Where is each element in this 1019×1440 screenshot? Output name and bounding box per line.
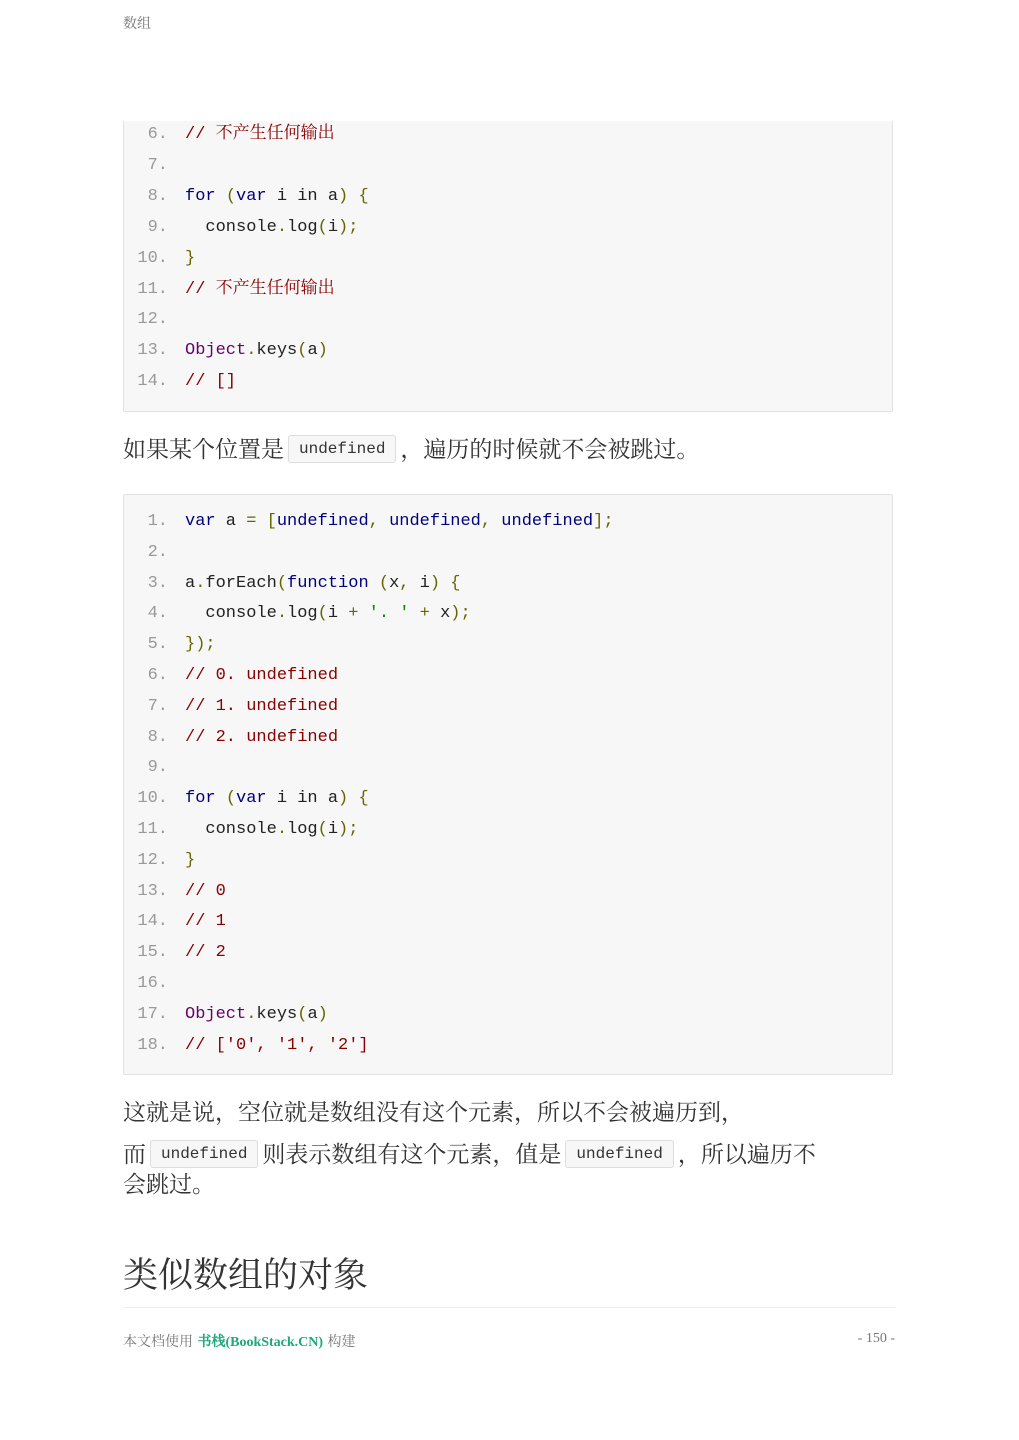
code-token: a — [185, 573, 196, 593]
line-number: 12. — [137, 310, 168, 330]
code-block-2-line — [124, 787, 892, 811]
paragraph-2-line2-mid: 则表示数组有这个元素，值是 — [262, 1142, 562, 1168]
code-token: keys — [256, 341, 298, 361]
code-token: i in a — [266, 186, 339, 206]
code-text — [185, 787, 369, 811]
code-token: + — [348, 604, 359, 624]
code-text — [185, 910, 226, 934]
paragraph-2-line2 — [123, 1134, 895, 1176]
code-token — [440, 574, 450, 593]
code-text — [185, 726, 338, 750]
code-block-2-line — [124, 849, 892, 873]
code-token: a — [215, 512, 247, 531]
code-token: i — [327, 604, 349, 624]
code-token: ( — [317, 604, 328, 624]
code-block-2-line — [124, 695, 892, 719]
code-block-1-line — [124, 216, 892, 240]
line-number: 15. — [137, 943, 168, 963]
code-token: ); — [450, 604, 471, 624]
code-token: ( — [297, 341, 308, 361]
code-token: ) — [338, 789, 349, 809]
code-block-2-line — [124, 726, 892, 750]
code-token: for — [185, 186, 216, 206]
paragraph-1-after: ，遍历的时候就不会被跳过。 — [400, 437, 700, 463]
line-number: 6. — [147, 666, 168, 685]
code-token — [216, 789, 226, 808]
footer-brand-link[interactable]: 书栈(BookStack.CN) — [197, 1335, 324, 1350]
paragraph-1 — [123, 429, 895, 471]
code-token — [379, 512, 389, 531]
line-number: 9. — [147, 217, 168, 237]
code-token: console — [185, 217, 277, 237]
code-token: ) — [317, 1004, 328, 1024]
code-text — [185, 633, 216, 657]
code-token: console — [185, 820, 277, 839]
code-token — [348, 789, 358, 808]
code-token: // ['0', '1', '2'] — [185, 1035, 369, 1055]
code-token: ); — [338, 217, 359, 237]
code-token: function — [287, 573, 369, 593]
code-token: console — [185, 604, 277, 624]
code-token — [358, 604, 368, 623]
line-number: 11. — [137, 279, 168, 299]
code-token: a — [307, 341, 318, 361]
code-block-2-line — [124, 664, 892, 688]
code-block-2-line — [124, 572, 892, 596]
line-number: 17. — [137, 1004, 168, 1024]
line-number: 14. — [137, 372, 168, 392]
code-block-1-line — [124, 339, 892, 363]
paragraph-2 — [123, 1092, 895, 1206]
code-block-1-line — [124, 185, 892, 209]
code-text — [185, 123, 335, 147]
code-token: { — [358, 186, 369, 206]
line-number: 8. — [147, 727, 168, 747]
code-token: i — [409, 573, 430, 593]
line-number: 2. — [147, 542, 168, 562]
section-title: 类似数组的对象 — [123, 1256, 369, 1296]
code-token: for — [185, 789, 216, 809]
line-number: 16. — [137, 974, 168, 993]
code-token: // 2. undefined — [185, 727, 339, 747]
code-token — [256, 512, 266, 531]
footer-prefix: 本文档使用 — [123, 1334, 193, 1350]
code-token: }); — [185, 635, 216, 655]
code-block-2-line — [124, 880, 892, 904]
code-text — [185, 510, 614, 534]
line-number: 10. — [137, 789, 168, 809]
code-token — [491, 512, 501, 531]
code-token: . — [195, 573, 206, 593]
code-token: var — [236, 186, 267, 206]
code-token: log — [287, 604, 318, 624]
code-text — [185, 572, 460, 596]
code-token: , — [368, 512, 379, 531]
code-text — [185, 278, 335, 302]
inline-code-undefined-a: undefined — [150, 1140, 258, 1168]
code-token: x — [389, 573, 400, 593]
code-token — [369, 574, 379, 593]
code-block-1-line — [124, 370, 892, 394]
code-token: a — [307, 1004, 318, 1024]
code-token: x — [429, 604, 451, 624]
code-token: ) — [338, 186, 349, 206]
code-block-2-line — [124, 541, 892, 565]
code-token: ) — [429, 573, 441, 593]
code-block-2-line — [124, 818, 892, 842]
code-token: keys — [256, 1004, 298, 1024]
inline-code-undefined-b: undefined — [565, 1140, 673, 1168]
code-token — [216, 187, 226, 206]
line-number: 13. — [137, 881, 168, 901]
code-token: log — [287, 217, 318, 237]
code-block-1-line — [124, 308, 892, 332]
code-block-2-line — [124, 910, 892, 934]
line-number: 13. — [137, 341, 168, 361]
code-token: } — [185, 850, 196, 870]
code-token: Object — [185, 341, 247, 361]
code-block-2 — [123, 494, 893, 1075]
code-text — [185, 941, 226, 965]
line-number: 7. — [147, 155, 168, 175]
code-text — [185, 185, 369, 209]
code-token: [ — [266, 512, 277, 531]
code-token: ( — [276, 573, 288, 593]
code-block-2-line — [124, 972, 892, 996]
code-text — [185, 370, 236, 394]
code-token: ]; — [593, 512, 614, 531]
code-token: . — [246, 1004, 257, 1024]
line-number: 6. — [147, 125, 168, 144]
code-token: ( — [225, 789, 237, 809]
code-text — [185, 339, 328, 363]
code-token: . — [276, 217, 288, 237]
code-text — [185, 247, 195, 271]
code-text — [185, 849, 195, 873]
code-token: // 0 — [185, 881, 226, 901]
line-number: 5. — [147, 635, 168, 655]
code-token: // 1. undefined — [185, 696, 339, 716]
code-text — [185, 695, 338, 719]
code-token: undefined — [501, 512, 594, 531]
line-number: 10. — [137, 248, 168, 268]
code-token: . — [276, 820, 288, 839]
code-block-2-line — [124, 602, 892, 626]
footer-suffix: 构建 — [327, 1334, 356, 1350]
code-token: + — [419, 604, 430, 624]
code-token: undefined — [389, 512, 481, 531]
code-block-2-line — [124, 633, 892, 657]
code-block-2-line — [124, 510, 892, 534]
code-token: Object — [185, 1004, 247, 1024]
code-block-2-line — [124, 1003, 892, 1027]
code-text — [185, 1003, 328, 1027]
line-number: 11. — [137, 820, 168, 839]
code-block-1-line — [124, 123, 892, 147]
code-token: i — [327, 217, 339, 237]
line-number: 12. — [137, 850, 168, 870]
code-token: { — [450, 573, 461, 593]
code-token: // 1 — [185, 912, 226, 932]
code-text — [185, 880, 226, 904]
code-token: log — [287, 820, 318, 839]
line-number: 7. — [147, 696, 168, 716]
code-token: '. ' — [368, 604, 410, 624]
code-text — [185, 216, 358, 240]
code-text — [185, 664, 338, 688]
code-token: // [] — [185, 372, 237, 392]
line-number: 8. — [147, 186, 168, 206]
code-token: // 2 — [185, 943, 226, 963]
line-number: 9. — [147, 758, 168, 778]
code-token: } — [185, 248, 196, 268]
code-token: var — [236, 789, 267, 809]
code-block-2-line — [124, 756, 892, 780]
paragraph-2-line2-after: ，所以遍历不 — [677, 1142, 816, 1168]
line-number: 14. — [137, 912, 168, 932]
code-block-1 — [123, 121, 893, 412]
paragraph-1-before: 如果某个位置是 — [123, 437, 284, 463]
code-token — [348, 187, 358, 206]
page-number: - 150 - — [857, 1331, 895, 1346]
line-number: 3. — [147, 573, 168, 593]
code-token: ) — [317, 341, 328, 361]
code-token: var — [185, 512, 216, 531]
code-token: = — [246, 512, 257, 531]
footer-credit — [123, 1331, 356, 1351]
code-token: ( — [225, 186, 237, 206]
code-token: ); — [338, 820, 359, 839]
code-token: // 0. undefined — [185, 666, 339, 685]
code-token: // 不产生任何输出 — [185, 279, 335, 299]
paragraph-2-line1: 这就是说，空位就是数组没有这个元素，所以不会被遍历到， — [123, 1100, 744, 1126]
code-token: forEach — [205, 573, 277, 593]
line-number: 4. — [147, 604, 168, 624]
code-token: // 不产生任何输出 — [185, 125, 335, 144]
code-token: , — [480, 512, 492, 531]
code-token: ( — [297, 1004, 308, 1024]
code-block-2-line — [124, 1034, 892, 1058]
paragraph-2-line3: 会跳过。 — [123, 1172, 215, 1198]
code-token: { — [358, 789, 369, 809]
inline-code-undefined: undefined — [288, 435, 396, 463]
footer-divider — [123, 1307, 895, 1308]
code-text — [185, 818, 358, 842]
code-block-2-line — [124, 941, 892, 965]
code-token — [409, 604, 419, 623]
code-token: . — [246, 341, 257, 361]
code-token: i in a — [266, 789, 339, 809]
code-token: , — [399, 573, 410, 593]
code-token: i — [327, 820, 339, 839]
code-token: undefined — [276, 512, 369, 531]
running-header: 数组 — [123, 16, 151, 32]
code-block-1-line — [124, 278, 892, 302]
paragraph-2-line2-before: 而 — [123, 1142, 146, 1168]
line-number: 18. — [137, 1035, 168, 1055]
line-number: 1. — [147, 512, 168, 531]
code-token: ( — [378, 573, 390, 593]
code-token: . — [276, 604, 288, 624]
code-token: ( — [317, 217, 328, 237]
code-block-1-line — [124, 247, 892, 271]
code-text — [185, 602, 471, 626]
code-text — [185, 1034, 369, 1058]
code-token: ( — [317, 820, 328, 839]
code-block-1-line — [124, 154, 892, 178]
